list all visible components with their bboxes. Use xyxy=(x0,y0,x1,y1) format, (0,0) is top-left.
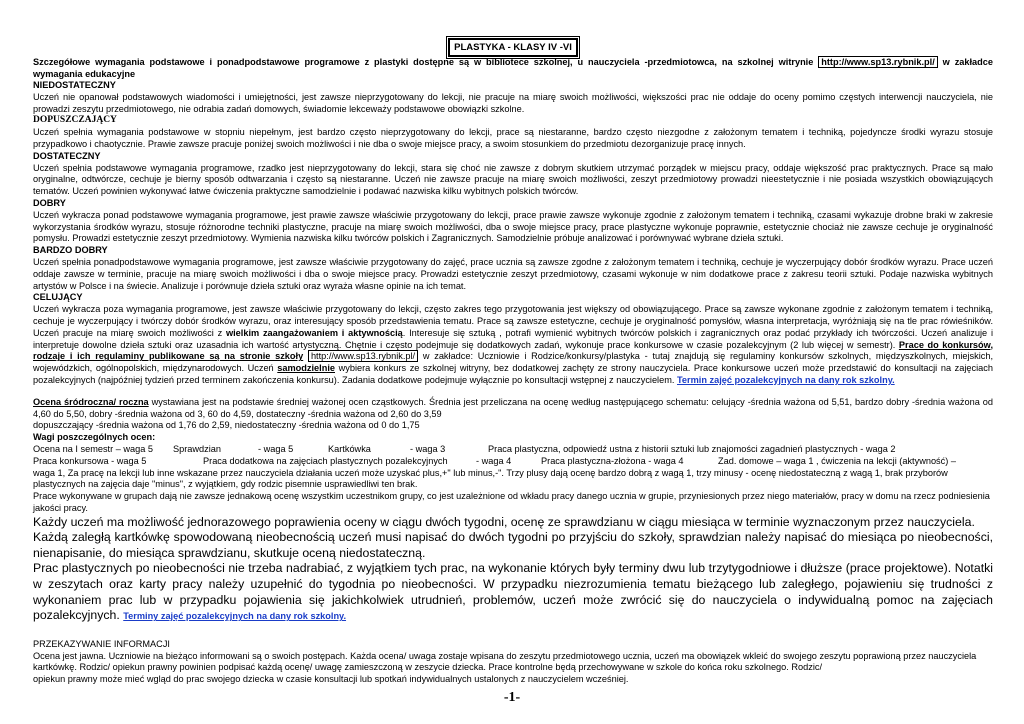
page-title: PLASTYKA - KLASY IV -VI xyxy=(448,38,578,57)
weight-item: Ocena na I semestr – waga 5 xyxy=(33,443,154,454)
intro-tail: w zakładce wymagania edukacyjne xyxy=(33,57,994,79)
weight-item: - waga 5 xyxy=(258,443,294,454)
intro-paragraph xyxy=(33,56,993,80)
grading-scheme-line-3: dopuszczający -średnia ważona od 1,76 do 2,59, niedostateczny -średnia ważona od 0 do 1,75 xyxy=(33,420,420,431)
weight-item: Praca dodatkowa na zajęciach plastycznych pozalekcyjnych xyxy=(203,455,448,466)
intro-website-link[interactable]: http://www.sp13.rybnik.pl/ xyxy=(818,56,938,68)
grading-scheme xyxy=(33,397,993,432)
weights-heading: Wagi poszczególnych ocen: xyxy=(33,432,156,443)
grading-scheme-label: Ocena śródroczna/ roczna xyxy=(33,396,149,407)
celujacy-text-3: w zakładce: Uczniowie i Rodzice/konkursy/plastyka - tutaj znajdują się regulaminy konkursów szkolnych, międzyszkolnych, miejskich, wojewódzkich, ogólnopolskich, międzynarodowych. Uczeń xyxy=(33,351,993,374)
title-wrap xyxy=(33,37,993,54)
grade-text: Uczeń spełnia ponadpodstawowe wymagania programowe, jest zawsze właściwie przygotowany do zajęć, prace ucznia są zawsze zgodne z założonym tematem i techniką, cechuje je wyczerpujący dobór środków wyrazu. Prace uczeń oddaje zawsze w terminie, pracuje na miarę swoich możliwości i dba o swoje miejsce pracy. Prowadzi estetycznie zeszyt przedmiotowy, czasami wykonuje w nim dodatkowe prace z zakresu teorii sztuki. Podaje nazwiska wybitnych artystów w Polsce i na świecie. Analizuje i porównuje dzieła sztuki oraz wyraża własne opinie na ich temat. xyxy=(33,256,993,291)
grade-text xyxy=(33,304,993,387)
grade-heading: NIEDOSTATECZNY xyxy=(33,80,116,90)
weight-item: Zad. domowe – waga 1 , ćwiczenia na lekcji (aktywność) – xyxy=(718,455,956,466)
celujacy-bold-engagement: wielkim zaangażowaniem i aktywnością xyxy=(225,327,403,338)
corrections-section xyxy=(33,515,993,625)
weights-row-3: waga 1, Za pracę na lekcji lub inne wskazane przez nauczyciela działania uczeń może uzyskać plus,+" lub minus,-". Trzy plusy dają ocenę bardzo dobrą z wagą 1, trzy minusy - ocenę niedostateczną z wagą 1, brak przyborów plastycznych na zajęcia daje "minus", z wyjątkiem, gdy rodzic pisemnie usprawiedliwi ten brak. xyxy=(33,467,948,490)
school-website-link[interactable]: http://www.sp13.rybnik.pl/ xyxy=(308,350,418,362)
document-page xyxy=(33,0,993,686)
celujacy-text-1: Uczeń wykracza poza wymagania programowe, jest zawsze właściwie przygotowany do lekcji, często zakres tego przygotowania jest większy od obowiązującego. Prace są zawsze wykonane zgodnie z założonym tematem i techniką, cechuje je wyczerpujący i twórczy dobór środków wyrazu, oraz interesujący sposób przedstawienia tematu. Prace są zawsze estetyczne, cechuje je oryginalność pomysłów, własna interpretacja, wyróżniają się na tle prac rówieśników. Uczeń pracuje na miarę swoich możliwości z xyxy=(33,304,993,338)
corrections-paragraph-2: Każdą zaległą kartkówkę spowodowaną nieobecnością uczeń musi napisać do dwóch tygodni po przyjściu do szkoły, sprawdzian należy napisać do miesiąca po nieobecności, nienapisanie, do miesiąca sprawdzianu, skutkuje oceną niedostateczną. xyxy=(33,530,993,560)
grade-dobry xyxy=(33,198,993,245)
weight-item: Sprawdzian xyxy=(173,443,222,454)
weight-item: Kartkówka xyxy=(328,443,371,454)
weights-row-2 xyxy=(33,456,993,468)
celujacy-text-2: . Interesuje się sztuką , potrafi wymienić wybitnych twórców polskich i zagranicznych oraz podać przykłady ich twórczości. Uczeń analizuje i interpretuje dowolne dzieła sztuki oraz uzasadnia ich wartość artystyczną. Chętnie i często podejmuje się dodatkowych zadań, wykonuje prace konkursowe w czasie pozalekcyjnym (2 lub więcej w semestr). xyxy=(33,327,993,350)
weights-row-4: Prace wykonywane w grupach dają nie zawsze jednakową ocenę wszystkim uczestnikom grupy, co jest uzależnione od wkładu pracy danego ucznia w grupie, przyniesionych przez niego materiałów, pracy w domu na rzecz podniesienia jakości pracy. xyxy=(33,491,990,513)
corrections-text-3: Prac plastycznych po nieobecności nie trzeba nadrabiać, z wyjątkiem tych prac, na wykonanie których były terminy dwu lub trzytygodniowe i dłuższe (prace projektowe). Notatki w zeszytach oraz karty pracy należy uzupełnić do tygodnia po nieobecności. W przypadku niezrozumienia tematu bieżącego lub zaległego, pojawieniu się trudności z wykonaniem prac lub w przypadku pojawienia się jakichkolwiek utrudnień, problemów, uczeń może zwrócić się do nauczyciela o indywidualną pomoc na zajęciach pozalekcyjnych. xyxy=(33,561,993,623)
grade-dopuszczajacy xyxy=(33,115,993,150)
grade-niedostateczny xyxy=(33,80,993,115)
grade-text: Uczeń nie opanował podstawowych wiadomości i umiejętności, jest zawsze nieprzygotowany do lekcji, nie pracuje na miarę swoich możliwości, większości prac nie oddaje do oceny pomimo częstych interwencji nauczyciela, nie prowadzi zeszytu przedmiotowego, nie odrabia zadań domowych, świadomie lekceważy podstawowe obowiązki szkolne. xyxy=(33,91,993,114)
grade-heading: BARDZO DOBRY xyxy=(33,245,108,256)
information-heading: PRZEKAZYWANIE INFORMACJI xyxy=(33,638,170,649)
extracurricular-terms-link[interactable]: Terminy zajęć pozalekcyjnych na dany rok szkolny. xyxy=(123,611,347,622)
information-text: Ocena jest jawna. Uczniowie na bieżąco informowani są o swoich postępach. Każda ocena/ uwaga zostaje wpisana do zeszytu przedmiotowego ucznia, uczeń ma obowiązek wkleić do swojego zeszytu poprawioną przez nauczyciela kartkówkę. Rodzic/ opiekun prawny powinien podpisać każdą ocenę/ uwagę zamieszczoną w zeszycie dziecka. Prace kontrolne będą przechowywane w szkole do końca roku szkolnego. Rodzic/ xyxy=(33,650,977,673)
celujacy-bold-independently: samodzielnie xyxy=(277,363,335,374)
grade-dostateczny xyxy=(33,151,993,198)
grade-heading: DOSTATECZNY xyxy=(33,150,101,161)
page-number: -1- xyxy=(503,690,521,705)
intro-text: Szczegółowe wymagania podstawowe i ponadpodstawowe programowe z plastyki dostępne są w bibliotece szkolnej, u nauczyciela -przedmiotowca, na szkolnej witrynie xyxy=(33,57,814,67)
weight-item: - waga 4 xyxy=(476,455,512,466)
corrections-paragraph-1: Każdy uczeń ma możliwość jednorazowego poprawienia oceny w ciągu dwóch tygodni, ocenę ze sprawdzianu w ciągu miesiąca w terminie wyznaczonym przez nauczyciela. xyxy=(33,514,975,529)
grading-scheme-text: wystawiana jest na podstawie średniej ważonej ocen cząstkowych. Średnia jest przeliczana na ocenę według następującego schematu: celujący -średnia ważona od 5,51, xyxy=(151,396,853,407)
grade-celujacy xyxy=(33,292,993,386)
competition-info-text: Prace do konkursów, rodzaje i ich regulaminy publikowane są na stronie szkoły xyxy=(33,339,993,362)
grade-heading: DOBRY xyxy=(33,197,66,208)
grade-text: Uczeń spełnia wymagania podstawowe w stopniu niepełnym, jest bardzo często nieprzygotowany do lekcji, prace są niestaranne, bardzo często niezgodne z założonym tematem i techniką, pojedyncze środki wyrazu stosuje przypadkowo i chaotycznie. Prawie zawsze pracuje poniżej swoich możliwości i nie dba o swoje miejsce pracy, a swoim stosunkiem do przedmiotu dezorganizuje pracę innych. xyxy=(33,127,993,149)
corrections-paragraph-3 xyxy=(33,561,993,624)
weight-item: - waga 3 xyxy=(410,443,446,454)
grade-bardzo-dobry xyxy=(33,245,993,292)
weights-section xyxy=(33,432,993,515)
information-text-2: opiekun prawny może mieć wgląd do prac swojego dziecka w czasie konsultacji lub spotkań indywidualnych ustalonych z nauczycielem wcześniej. xyxy=(33,674,629,685)
celujacy-text-4: wybiera konkurs ze szkolnej witryny, bez dodatkowej zachęty ze strony nauczyciela. Prace konkursowe uczeń może przedstawić do konsultacji na zajęciach pozalekcyjnych (najpóźniej tydzień przed terminem zakończenia konkursu). Zadania dodatkowe podejmuje wyłącznie po konsultacji wstępnej z nauczycielem. xyxy=(33,363,993,385)
weight-item: Praca konkursowa - waga 5 xyxy=(33,455,147,466)
extracurricular-schedule-link[interactable]: Termin zajęć pozalekcyjnych na dany rok szkolny. xyxy=(676,374,895,385)
grade-text: Uczeń spełnia podstawowe wymagania programowe, rzadko jest nieprzygotowany do lekcji, stara się choć nie zawsze z dobrym skutkiem utrzymać porządek w miejscu pracy, oddaje większość prac praktycznych. Prace są mało oryginalne, odtwórcze, cechuje je bierny sposób odtwarzania i często są niestaranne. Uczeń nie zawsze pracuje na miarę swoich możliwości, zeszyt przedmiotowy prowadzi nieestetycznie i nie posiada wszystkich obowiązujących tematów. Uczeń powinien wykonywać łatwe ćwiczenia praktyczne samodzielnie i podawać nazwiska kilku wybitnych polskich twórców. xyxy=(33,162,993,197)
grading-scheme-line-2: bardzo dobry -średnia ważona od 4,60 do 5,50, dobry -średnia ważona od 3, 60 do 4,59, dostateczny -średnia ważona od 2,60 do 3,59 xyxy=(33,396,993,419)
weight-item: Praca plastyczna-złożona - waga 4 xyxy=(541,455,684,466)
weights-row-1 xyxy=(33,444,993,456)
grade-heading: DOPUSZCZAJĄCY xyxy=(33,115,117,126)
grade-heading: CELUJĄCY xyxy=(33,292,83,303)
information-section xyxy=(33,639,993,686)
weight-item: Praca plastyczna, odpowiedź ustna z historii sztuki lub znajomości zagadnień plastycznych - waga 2 xyxy=(488,443,896,454)
grade-text: Uczeń wykracza ponad podstawowe wymagania programowe, jest prawie zawsze właściwie przygotowany do lekcji, prace prawie zawsze wykonuje zgodnie z założonym tematem i techniką, czasami wykazuje drobne braki w zakresie wykorzystania środków wyrazu, stosuje różnorodne techniki plastyczne, pracuje na miarę swoich możliwości, dba o swoje miejsce pracy, prace plastyczne wykonuje poprawnie, estetycznie chociaż nie zawsze cechuje je oryginalność pomysłu. Prowadzi estetycznie zeszyt przedmiotowy. Wymienia nazwiska kilku twórców polskich i Zagranicznych. Samodzielnie próbuje analizować i porównywać wybrane dzieła sztuki. xyxy=(33,209,993,244)
